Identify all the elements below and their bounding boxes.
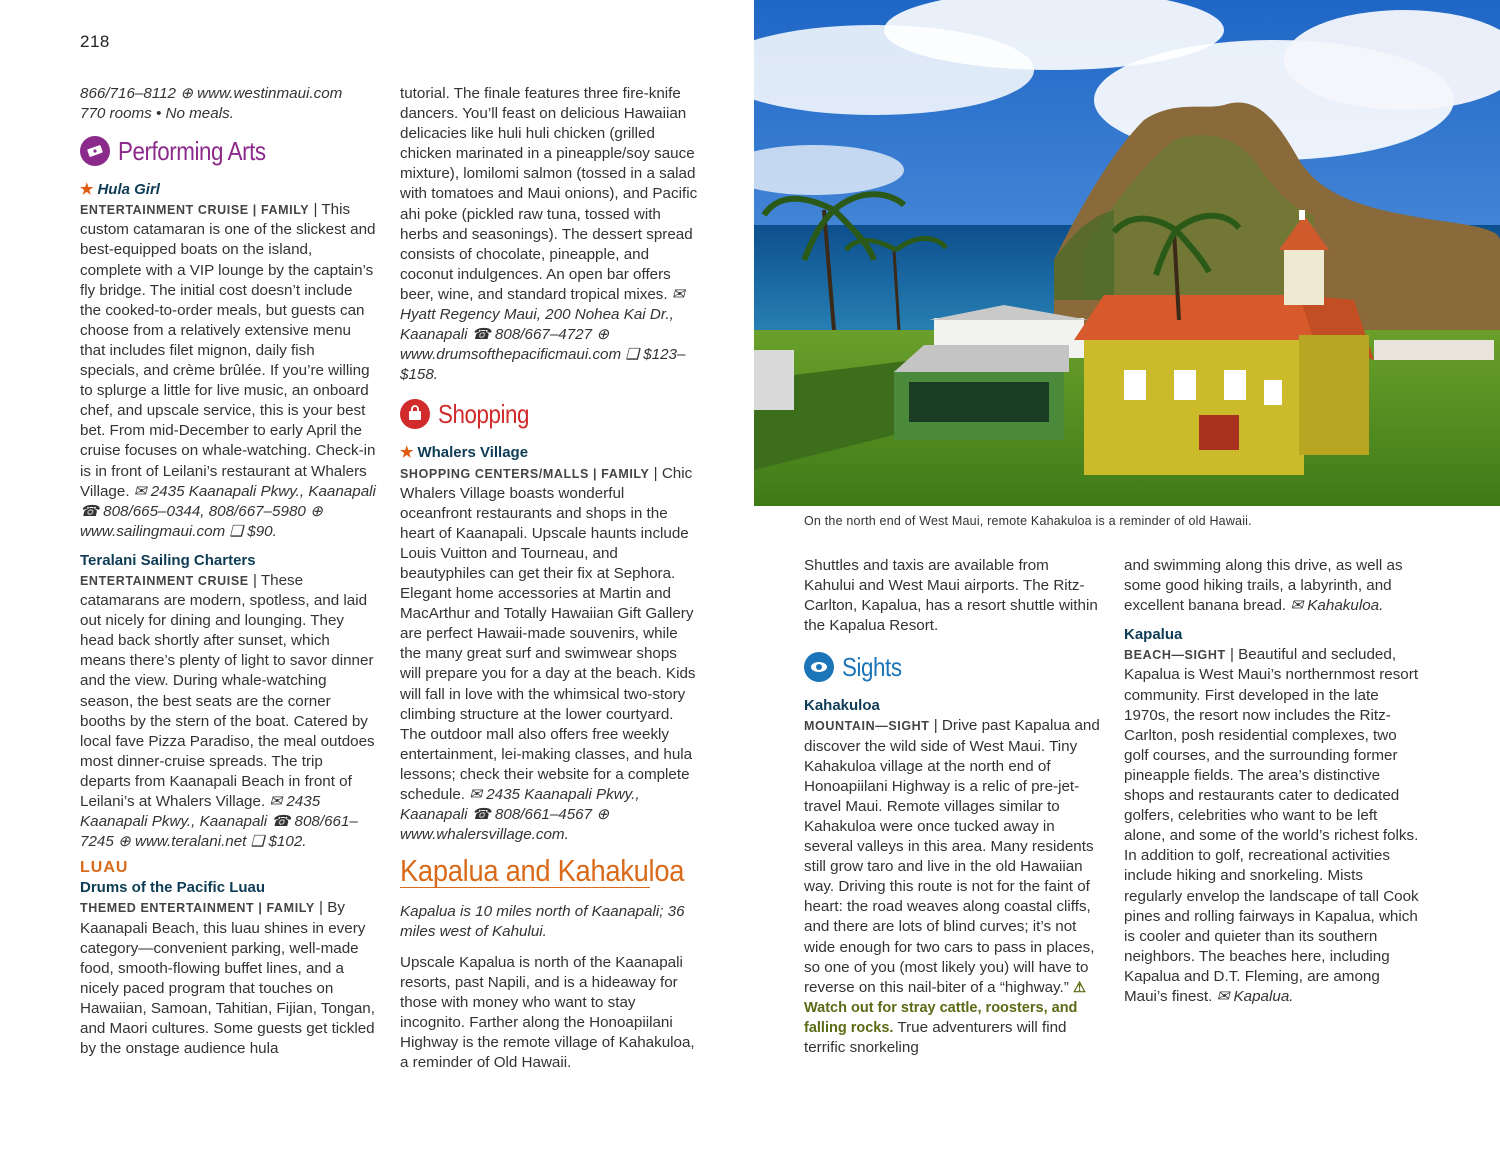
teralani-body: ENTERTAINMENT CRUISE | These catamarans are modern, spotless, and laid out nicely for dining and lounging. They head back shortly after sunset, which means there’s plenty of light to savor dinner and the view. During whale-watching season, the best seats are the corner booths by the stern of the boat. Catered by local fave Pizza Paradiso, the meal outdoes most dinner-cruise spreads. The trip departs from Kaanapali Beach in front of Leilani’s at Whalers Village. ✉ 2435 Kaanapali Pkwy., Kaanapali ☎ 808/661–7245 ⊕ www.teralani.net ❑ $102. (80, 571, 375, 851)
venue-whalers-village: ★ Whalers Village (400, 444, 529, 462)
hula-girl-body: ENTERTAINMENT CRUISE | FAMILY | This custom catamaran is one of the slickest and best-equipped boats on the island, complete with a VIP lounge by the captain’s fly bridge. The initial cost doesn’t include the cooked-to-order meals, but guests can choose from a relatively extensive menu that includes filet mignon, daily fish specials, and crème brûlée. If you’re willing to splurge a little for live music, an onboard chef, and upscale service, this is your best bet. From mid-December to early April the cruise focuses on whale-watching. Check-in is in front of Leilani’s restaurant at Whalers Village. ✉ 2435 Kaanapali Pkwy., Kaanapali ☎ 808/665–0344, 808/667–5980 ⊕ www.sailingmaui.com ❑ $90. (80, 201, 376, 540)
column-2 (400, 84, 698, 1073)
shopping-heading (400, 399, 698, 429)
star-icon: ★ (80, 181, 94, 199)
region-intro: Kapalua is 10 miles north of Kaanapali; 36 miles west of Kahului. (400, 903, 685, 941)
kahakuloa-photo (754, 0, 1500, 506)
kapalua-body: BEACH—SIGHT | Beautiful and secluded, Kapalua is West Maui’s northernmost resort community. First developed in the late 1970s, the resort now includes the Ritz-Carlton, posh residential complexes, two golf courses, and the surrounding former pineapple fields. The area’s distinctive shops and restaurants cater to dedicated golfers, celebrities who want to be left alone, and some of the world’s richest folks. In addition to golf, recreational activities include hiking and snorkeling. Mists regularly envelop the landscape of tall Cook pines and rolling fairways in Kapalua, which is cooler and quieter than its southern neighbors. The beaches here, including Kapalua and D.T. Fleming, are among Maui’s finest. ✉ Kapalua. (1124, 646, 1419, 1005)
star-icon: ★ (400, 444, 414, 462)
warning-text: ⚠ Watch out for stray cattle, roosters, and falling rocks. (804, 979, 1087, 1036)
venue-drums: Drums of the Pacific Luau (80, 879, 266, 897)
westin-rooms: 770 rooms • No meals. (80, 105, 234, 123)
ticket-icon (80, 136, 110, 166)
column-4 (1124, 556, 1422, 1007)
kahakuloa-continued: and swimming along this drive, as well as some good hiking trails, a labyrinth, and excellent banana bread. ✉ Kahakuloa. (1124, 557, 1403, 615)
luau-label: LUAU (80, 859, 129, 877)
page-number: 218 (80, 32, 110, 51)
kahakuloa-body: MOUNTAIN—SIGHT | Drive past Kapalua and discover the wild side of West Maui. Tiny Kahakuloa village at the north end of Honoapiilani Highway is a relic of pre-jet-travel Maui. Remote villages similar to Kahakuloa were once tucked away in several valleys in this area. Many residents still grow taro and live in the old Hawaiian way. Driving this route is not for the faint of heart: the road weaves along coastal cliffs, and there are lots of blind curves; it’s not wide enough for two cars to pass in places, so one of you (most likely you) will have to reverse on this nail-biter of a “highway.” ⚠ Watch out for stray cattle, roosters, and falling rocks. True adventurers will find terrific snorkeling (804, 717, 1100, 1056)
eye-icon (804, 652, 834, 682)
column-1 (80, 84, 376, 1059)
venue-kahakuloa: Kahakuloa (804, 697, 880, 715)
westin-contact: 866/716–8112 ⊕ www.westinmaui.com (80, 85, 343, 102)
performing-arts-title: Performing Arts (118, 136, 266, 167)
sights-title: Sights (842, 652, 902, 683)
shopping-title: Shopping (438, 399, 530, 430)
sights-heading (804, 652, 1102, 682)
drums-body: THEMED ENTERTAINMENT | FAMILY | By Kaanapali Beach, this luau shines in every category—convenient parking, well-made food, smooth-flowing buffet lines, and a nicely paced program that touches on Hawaiian, Samoan, Tahitian, Fijian, Tongan, and Maori cultures. Some guests get tickled by the onstage audience hula (80, 899, 375, 1058)
whalers-body: SHOPPING CENTERS/MALLS | FAMILY | Chic Whalers Village boasts wonderful oceanfront restaurants and shops in the heart of Kaanapali. Upscale haunts include Louis Vuitton and Tourneau, and beautyphiles can get their fix at Sephora. Elegant home accessories at Martin and MacArthur and Totally Hawaiian Gift Gallery are perfect Hawaii-made souvenirs, while the many great surf and swimwear shops will prepare you for a day at the beach. Kids will fall in love with the whimsical two-story climbing structure at the lower courtyard. The outdoor mall also offers free weekly entertainment, lei-making classes, and hula lessons; check their website for a complete schedule. ✉ 2435 Kaanapali Pkwy., Kaanapali ☎ 808/661–4567 ⊕ www.whalersvillage.com. (400, 464, 696, 844)
column-3 (804, 556, 1102, 1058)
venue-teralani: Teralani Sailing Charters (80, 551, 256, 569)
venue-hula-girl: ★ Hula Girl (80, 181, 160, 199)
shuttles-text: Shuttles and taxis are available from Kahului and West Maui airports. The Ritz-Carlton, Kapalua, has a resort shuttle within the Kapalua Resort. (804, 557, 1098, 635)
drums-continued: tutorial. The finale features three fire-knife dancers. You’ll feast on delicious Hawaiian delicacies like huli huli chicken (grilled chicken marinated in a pineapple/soy sauce mixture), lomilomi salmon (tossed in a salad with tomatoes and Maui onions), and Pacific ahi poke (pickled raw tuna, tossed with herbs and seasonings). The dessert spread consists of chocolate, pineapple, and coconut indulgences. An open bar offers beer, wine, and standard tropical mixes. ✉ Hyatt Regency Maui, 200 Nohea Kai Dr., Kaanapali ☎ 808/667–4727 ⊕ www.drumsofthepacificmaui.com ❑ $123–$158. (400, 85, 698, 384)
photo-caption: On the north end of West Maui, remote Kahakuloa is a reminder of old Hawaii. (804, 514, 1252, 528)
region-title: Kapalua and Kahakuloa (400, 853, 685, 889)
venue-kapalua: Kapalua (1124, 626, 1183, 644)
shopping-bag-icon (400, 399, 430, 429)
region-body: Upscale Kapalua is north of the Kaanapali resorts, past Napili, and is a hideaway for those with money who want to stay incognito. Farther along the Honoapiilani Highway is the remote village of Kahakuloa, a reminder of Old Hawaii. (400, 953, 695, 1072)
performing-arts-heading (80, 136, 376, 166)
